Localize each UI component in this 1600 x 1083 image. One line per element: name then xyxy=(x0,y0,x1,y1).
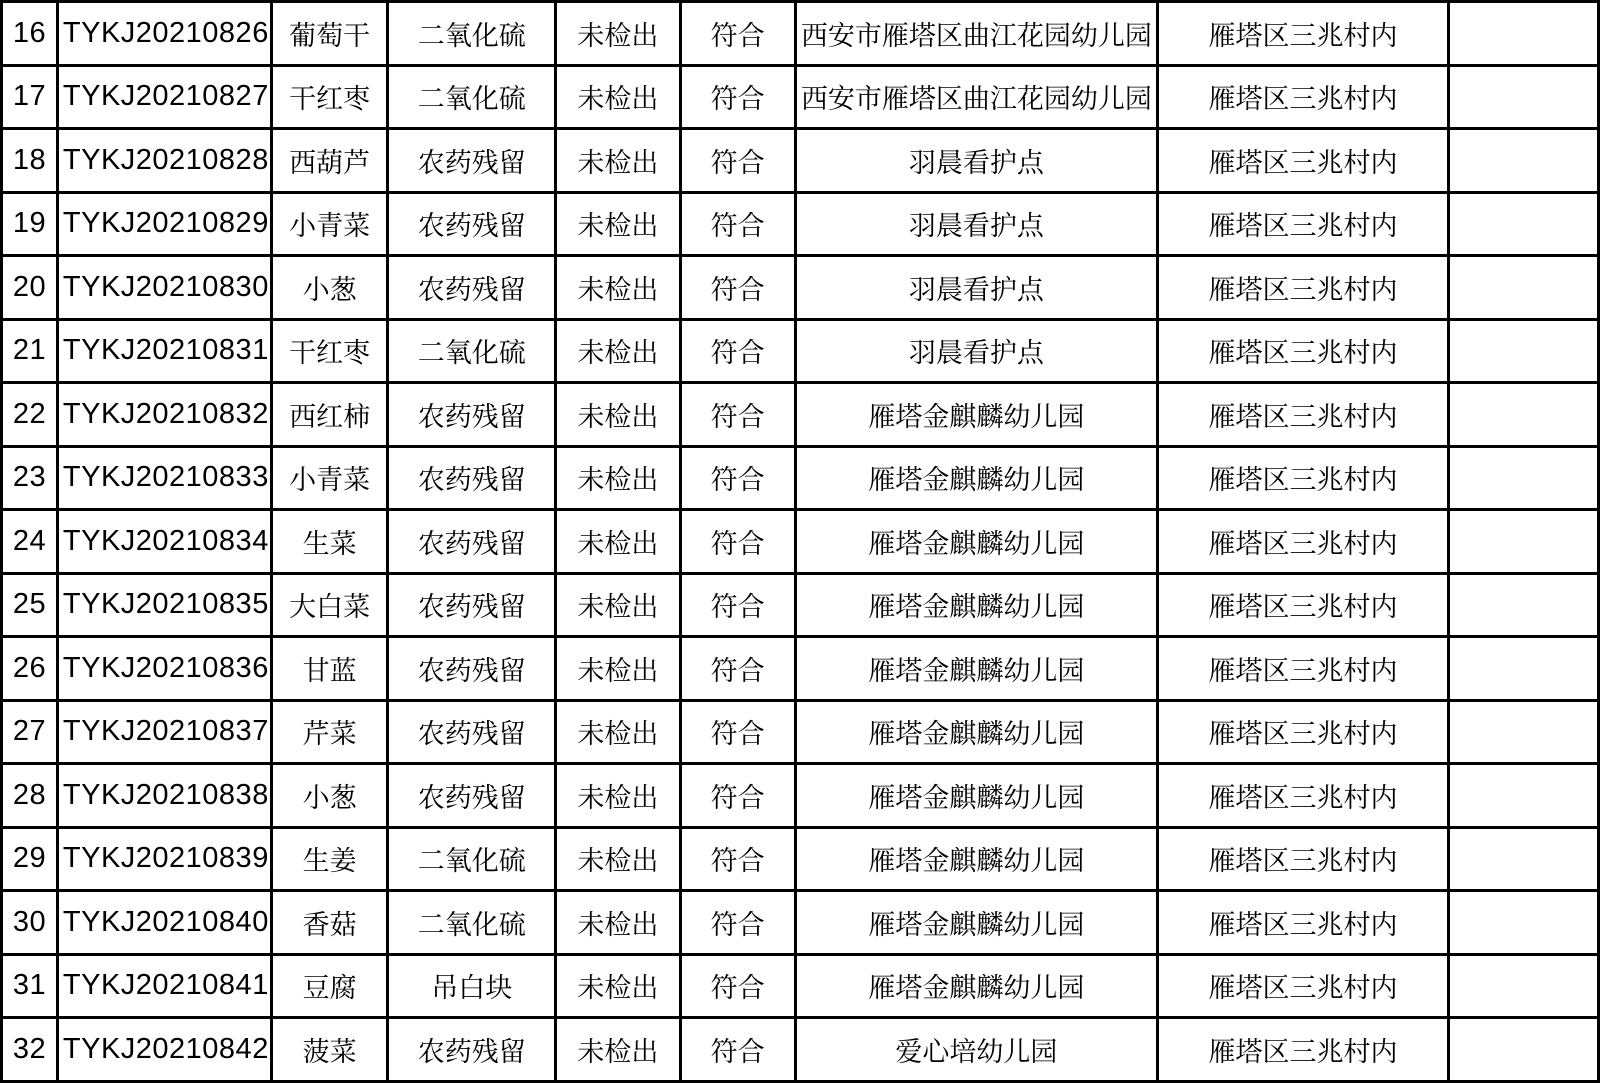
cell-sample-name: 西葫芦 xyxy=(271,129,388,193)
cell-remark xyxy=(1448,891,1598,955)
cell-remark xyxy=(1448,573,1598,637)
cell-test-item: 二氧化硫 xyxy=(388,827,556,891)
cell-sampling-location: 雁塔区三兆村内 xyxy=(1158,954,1449,1018)
cell-test-result: 未检出 xyxy=(556,764,681,828)
cell-sampling-unit: 羽晨看护点 xyxy=(795,129,1158,193)
cell-test-item: 二氧化硫 xyxy=(388,319,556,383)
cell-sample-name: 西红柿 xyxy=(271,383,388,447)
cell-sampling-unit: 雁塔金麒麟幼儿园 xyxy=(795,637,1158,701)
cell-sampling-location: 雁塔区三兆村内 xyxy=(1158,256,1449,320)
cell-sample-code: TYKJ20210830 xyxy=(57,256,271,320)
cell-sampling-location: 雁塔区三兆村内 xyxy=(1158,319,1449,383)
cell-conclusion: 符合 xyxy=(680,192,795,256)
cell-sampling-location: 雁塔区三兆村内 xyxy=(1158,827,1449,891)
cell-sample-code: TYKJ20210831 xyxy=(57,319,271,383)
cell-sampling-location: 雁塔区三兆村内 xyxy=(1158,573,1449,637)
cell-test-result: 未检出 xyxy=(556,383,681,447)
cell-sampling-location: 雁塔区三兆村内 xyxy=(1158,891,1449,955)
table-row xyxy=(2,65,1599,129)
table-row xyxy=(2,446,1599,510)
cell-sampling-unit: 雁塔金麒麟幼儿园 xyxy=(795,446,1158,510)
cell-row-number: 21 xyxy=(2,319,58,383)
cell-sample-name: 菠菜 xyxy=(271,1018,388,1082)
cell-test-item: 二氧化硫 xyxy=(388,65,556,129)
cell-row-number: 30 xyxy=(2,891,58,955)
cell-test-item: 农药残留 xyxy=(388,383,556,447)
cell-sampling-unit: 雁塔金麒麟幼儿园 xyxy=(795,954,1158,1018)
cell-sample-code: TYKJ20210838 xyxy=(57,764,271,828)
table-row xyxy=(2,319,1599,383)
table-row xyxy=(2,637,1599,701)
cell-conclusion: 符合 xyxy=(680,827,795,891)
cell-sampling-location: 雁塔区三兆村内 xyxy=(1158,637,1449,701)
cell-sampling-location: 雁塔区三兆村内 xyxy=(1158,446,1449,510)
cell-conclusion: 符合 xyxy=(680,700,795,764)
cell-sample-code: TYKJ20210837 xyxy=(57,700,271,764)
cell-remark xyxy=(1448,65,1598,129)
cell-test-result: 未检出 xyxy=(556,827,681,891)
cell-test-item: 农药残留 xyxy=(388,256,556,320)
cell-row-number: 20 xyxy=(2,256,58,320)
cell-sampling-location: 雁塔区三兆村内 xyxy=(1158,1018,1449,1082)
cell-remark xyxy=(1448,510,1598,574)
cell-sample-name: 小葱 xyxy=(271,764,388,828)
table-row xyxy=(2,700,1599,764)
cell-row-number: 25 xyxy=(2,573,58,637)
cell-remark xyxy=(1448,319,1598,383)
cell-remark xyxy=(1448,129,1598,193)
cell-test-result: 未检出 xyxy=(556,637,681,701)
cell-sampling-unit: 雁塔金麒麟幼儿园 xyxy=(795,510,1158,574)
cell-remark xyxy=(1448,383,1598,447)
cell-test-result: 未检出 xyxy=(556,700,681,764)
cell-row-number: 18 xyxy=(2,129,58,193)
cell-sample-name: 甘蓝 xyxy=(271,637,388,701)
cell-sample-code: TYKJ20210834 xyxy=(57,510,271,574)
cell-conclusion: 符合 xyxy=(680,510,795,574)
cell-sample-code: TYKJ20210829 xyxy=(57,192,271,256)
cell-sampling-location: 雁塔区三兆村内 xyxy=(1158,65,1449,129)
cell-sampling-unit: 雁塔金麒麟幼儿园 xyxy=(795,827,1158,891)
cell-sampling-unit: 西安市雁塔区曲江花园幼儿园 xyxy=(795,2,1158,66)
cell-conclusion: 符合 xyxy=(680,446,795,510)
cell-sample-code: TYKJ20210827 xyxy=(57,65,271,129)
cell-row-number: 19 xyxy=(2,192,58,256)
cell-remark xyxy=(1448,446,1598,510)
cell-sample-code: TYKJ20210828 xyxy=(57,129,271,193)
table-body xyxy=(2,2,1599,1082)
table-row xyxy=(2,1018,1599,1082)
table-row xyxy=(2,764,1599,828)
cell-test-result: 未检出 xyxy=(556,319,681,383)
cell-row-number: 28 xyxy=(2,764,58,828)
cell-conclusion: 符合 xyxy=(680,891,795,955)
cell-conclusion: 符合 xyxy=(680,319,795,383)
cell-conclusion: 符合 xyxy=(680,256,795,320)
cell-row-number: 22 xyxy=(2,383,58,447)
cell-row-number: 16 xyxy=(2,2,58,66)
cell-sample-code: TYKJ20210842 xyxy=(57,1018,271,1082)
cell-sample-code: TYKJ20210840 xyxy=(57,891,271,955)
cell-sample-name: 小葱 xyxy=(271,256,388,320)
cell-test-item: 农药残留 xyxy=(388,510,556,574)
cell-row-number: 26 xyxy=(2,637,58,701)
cell-sample-name: 大白菜 xyxy=(271,573,388,637)
cell-sample-name: 生菜 xyxy=(271,510,388,574)
cell-sample-code: TYKJ20210835 xyxy=(57,573,271,637)
cell-remark xyxy=(1448,827,1598,891)
table-row xyxy=(2,954,1599,1018)
cell-sampling-unit: 羽晨看护点 xyxy=(795,319,1158,383)
cell-row-number: 17 xyxy=(2,65,58,129)
cell-sampling-unit: 西安市雁塔区曲江花园幼儿园 xyxy=(795,65,1158,129)
cell-conclusion: 符合 xyxy=(680,637,795,701)
cell-sampling-location: 雁塔区三兆村内 xyxy=(1158,764,1449,828)
cell-sampling-location: 雁塔区三兆村内 xyxy=(1158,700,1449,764)
cell-remark xyxy=(1448,192,1598,256)
cell-test-result: 未检出 xyxy=(556,954,681,1018)
cell-sampling-unit: 雁塔金麒麟幼儿园 xyxy=(795,764,1158,828)
cell-test-item: 二氧化硫 xyxy=(388,891,556,955)
cell-conclusion: 符合 xyxy=(680,764,795,828)
cell-sample-name: 小青菜 xyxy=(271,446,388,510)
cell-test-result: 未检出 xyxy=(556,192,681,256)
table-row xyxy=(2,256,1599,320)
cell-test-item: 吊白块 xyxy=(388,954,556,1018)
cell-sampling-unit: 雁塔金麒麟幼儿园 xyxy=(795,573,1158,637)
cell-row-number: 29 xyxy=(2,827,58,891)
cell-sampling-location: 雁塔区三兆村内 xyxy=(1158,129,1449,193)
cell-row-number: 32 xyxy=(2,1018,58,1082)
cell-sampling-location: 雁塔区三兆村内 xyxy=(1158,2,1449,66)
cell-sampling-unit: 雁塔金麒麟幼儿园 xyxy=(795,891,1158,955)
cell-sampling-unit: 羽晨看护点 xyxy=(795,192,1158,256)
cell-test-item: 二氧化硫 xyxy=(388,2,556,66)
cell-remark xyxy=(1448,764,1598,828)
cell-test-result: 未检出 xyxy=(556,1018,681,1082)
cell-test-item: 农药残留 xyxy=(388,764,556,828)
cell-test-result: 未检出 xyxy=(556,256,681,320)
cell-sampling-unit: 爱心培幼儿园 xyxy=(795,1018,1158,1082)
cell-test-result: 未检出 xyxy=(556,129,681,193)
cell-sampling-unit: 羽晨看护点 xyxy=(795,256,1158,320)
cell-test-item: 农药残留 xyxy=(388,192,556,256)
cell-row-number: 24 xyxy=(2,510,58,574)
cell-test-result: 未检出 xyxy=(556,573,681,637)
cell-sampling-location: 雁塔区三兆村内 xyxy=(1158,383,1449,447)
cell-conclusion: 符合 xyxy=(680,65,795,129)
cell-sample-code: TYKJ20210839 xyxy=(57,827,271,891)
cell-sample-code: TYKJ20210833 xyxy=(57,446,271,510)
cell-test-result: 未检出 xyxy=(556,891,681,955)
cell-remark xyxy=(1448,1018,1598,1082)
cell-remark xyxy=(1448,2,1598,66)
cell-test-result: 未检出 xyxy=(556,2,681,66)
cell-test-item: 农药残留 xyxy=(388,700,556,764)
cell-test-item: 农药残留 xyxy=(388,637,556,701)
cell-test-item: 农药残留 xyxy=(388,129,556,193)
cell-remark xyxy=(1448,954,1598,1018)
cell-test-result: 未检出 xyxy=(556,446,681,510)
cell-sampling-location: 雁塔区三兆村内 xyxy=(1158,510,1449,574)
cell-sample-code: TYKJ20210832 xyxy=(57,383,271,447)
cell-sample-code: TYKJ20210836 xyxy=(57,637,271,701)
cell-sampling-location: 雁塔区三兆村内 xyxy=(1158,192,1449,256)
cell-test-result: 未检出 xyxy=(556,65,681,129)
cell-test-item: 农药残留 xyxy=(388,1018,556,1082)
cell-test-item: 农药残留 xyxy=(388,573,556,637)
table-row xyxy=(2,129,1599,193)
table-row xyxy=(2,510,1599,574)
cell-conclusion: 符合 xyxy=(680,1018,795,1082)
cell-test-result: 未检出 xyxy=(556,510,681,574)
cell-row-number: 31 xyxy=(2,954,58,1018)
cell-sampling-unit: 雁塔金麒麟幼儿园 xyxy=(795,383,1158,447)
table-row xyxy=(2,827,1599,891)
cell-sample-code: TYKJ20210826 xyxy=(57,2,271,66)
cell-sample-name: 豆腐 xyxy=(271,954,388,1018)
cell-conclusion: 符合 xyxy=(680,954,795,1018)
cell-sampling-unit: 雁塔金麒麟幼儿园 xyxy=(795,700,1158,764)
table-row xyxy=(2,2,1599,66)
table-row xyxy=(2,891,1599,955)
table-row xyxy=(2,383,1599,447)
cell-remark xyxy=(1448,256,1598,320)
table-row xyxy=(2,573,1599,637)
cell-conclusion: 符合 xyxy=(680,383,795,447)
cell-remark xyxy=(1448,637,1598,701)
cell-row-number: 23 xyxy=(2,446,58,510)
cell-sample-name: 干红枣 xyxy=(271,319,388,383)
cell-sample-name: 葡萄干 xyxy=(271,2,388,66)
cell-conclusion: 符合 xyxy=(680,2,795,66)
cell-sample-name: 生姜 xyxy=(271,827,388,891)
cell-conclusion: 符合 xyxy=(680,129,795,193)
cell-sample-name: 干红枣 xyxy=(271,65,388,129)
cell-sample-name: 小青菜 xyxy=(271,192,388,256)
cell-sample-name: 香菇 xyxy=(271,891,388,955)
cell-sample-name: 芹菜 xyxy=(271,700,388,764)
cell-conclusion: 符合 xyxy=(680,573,795,637)
cell-remark xyxy=(1448,700,1598,764)
cell-test-item: 农药残留 xyxy=(388,446,556,510)
cell-row-number: 27 xyxy=(2,700,58,764)
cell-sample-code: TYKJ20210841 xyxy=(57,954,271,1018)
table-row xyxy=(2,192,1599,256)
